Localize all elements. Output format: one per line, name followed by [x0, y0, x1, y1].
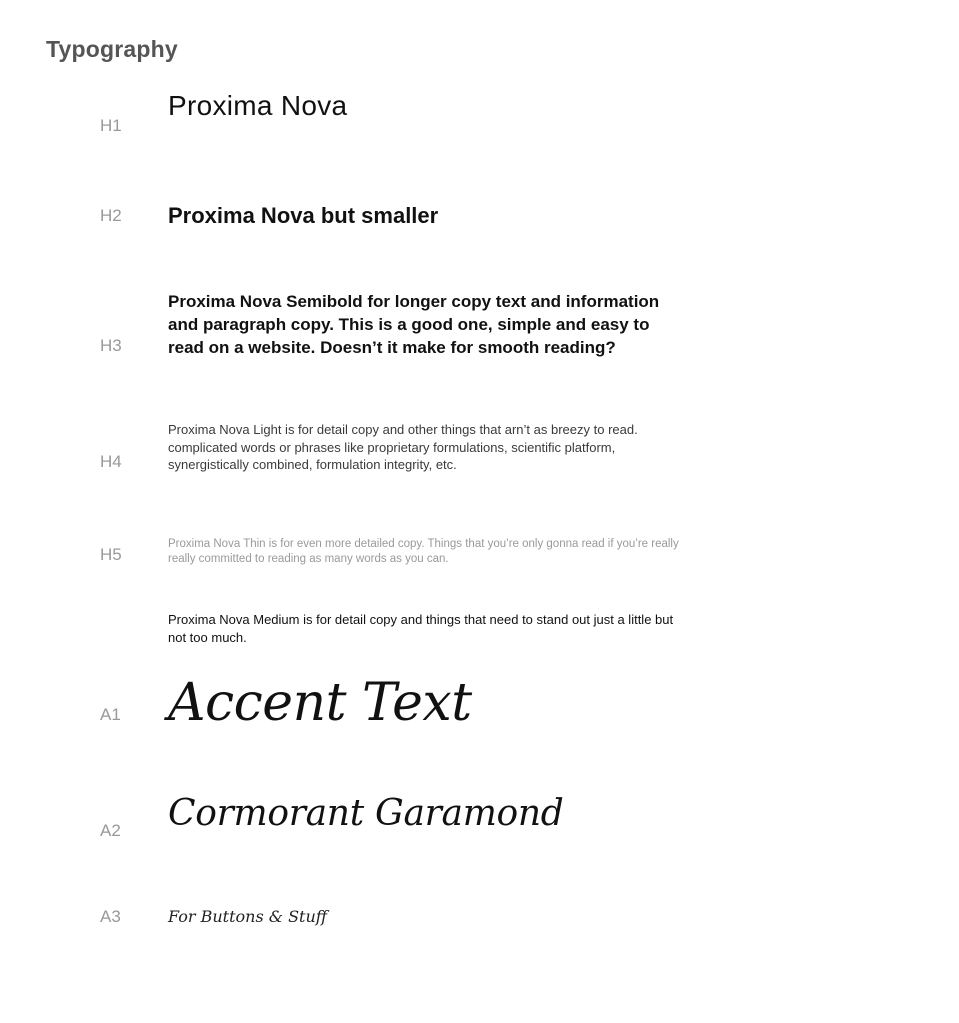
label-a1: A1	[100, 705, 121, 724]
label-a3: A3	[100, 907, 121, 926]
sample-h3: Proxima Nova Semibold for longer copy text and information and paragraph copy. This is a good one, simple and easy to read on a website. Doesn’t it make for smooth reading?	[168, 292, 660, 357]
sample-a3: For Buttons & Stuff	[168, 907, 328, 926]
sample-h2: Proxima Nova but smaller	[168, 203, 439, 228]
label-h1: H1	[100, 116, 122, 135]
sample-a2: Cormorant Garamond	[168, 793, 564, 834]
label-h5: H5	[100, 545, 122, 564]
label-a2: A2	[100, 821, 121, 840]
label-h3: H3	[100, 336, 122, 355]
sample-h4: Proxima Nova Light is for detail copy and other things that arn’t as breezy to read. complicated words or phrases like proprietary formulations, scientific platform, synergistically combined, formulation integrity, etc.	[168, 422, 638, 472]
sample-h5: Proxima Nova Thin is for even more detailed copy. Things that you’re only gonna read if you’re really really committed to reading as many words as you can.	[168, 538, 679, 565]
sample-a1: Accent Text	[168, 673, 472, 733]
page-title: Typography	[46, 36, 178, 62]
label-h4: H4	[100, 452, 122, 471]
sample-medium: Proxima Nova Medium is for detail copy and things that need to stand out just a little but not too much.	[168, 612, 674, 645]
label-h2: H2	[100, 206, 122, 225]
sample-h1: Proxima Nova	[168, 90, 348, 121]
